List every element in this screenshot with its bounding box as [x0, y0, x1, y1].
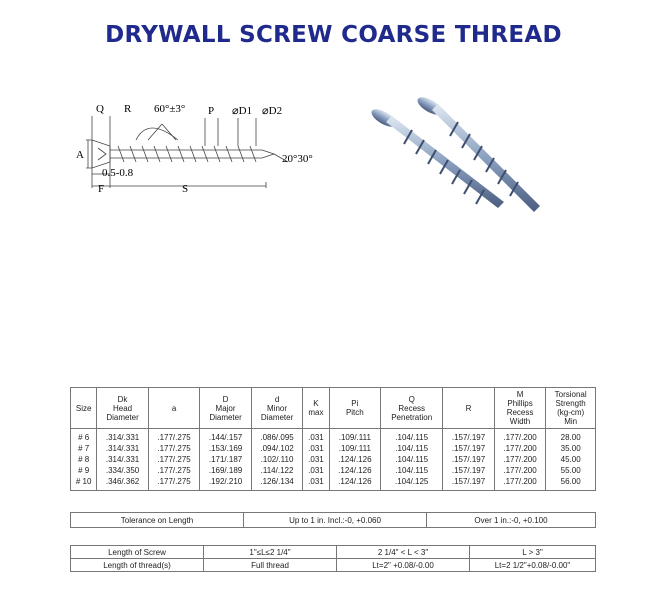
spec-header-text: Size	[75, 403, 92, 413]
tolerance-table	[70, 512, 596, 528]
spec-cell: .104/.125	[381, 476, 443, 491]
spec-cell: .177/.200	[494, 443, 546, 454]
spec-cell: .126/.134	[251, 476, 303, 491]
spec-cell: # 9	[71, 465, 97, 476]
diagram-label-q: Q	[96, 103, 104, 115]
spec-cell: .157/.197	[443, 429, 495, 444]
diagram-label-s: S	[182, 183, 189, 195]
spec-header-text: Minor	[267, 403, 288, 413]
diagram-label-range: 0.5-0.8	[102, 167, 134, 179]
spec-header-text: Major	[215, 403, 236, 413]
spec-header-text: Dk	[117, 394, 128, 404]
spec-row	[71, 454, 596, 465]
spec-header-text: Q	[408, 394, 415, 404]
spec-header-cell	[251, 388, 303, 429]
spec-cell: .124/.126	[329, 454, 381, 465]
spec-cell: .177/.275	[148, 465, 200, 476]
spec-header-cell	[200, 388, 252, 429]
tolerance-row	[71, 513, 596, 528]
spec-cell: 35.00	[546, 443, 596, 454]
spec-cell: .114/.122	[251, 465, 303, 476]
length-range-1: 1"≤L≤2 1/4"	[204, 546, 337, 559]
spec-header-text: Penetration	[391, 412, 433, 422]
spec-row	[71, 443, 596, 454]
spec-header-row	[71, 388, 596, 429]
spec-header-text: Torsional	[554, 390, 587, 399]
spec-header-cell	[546, 388, 596, 429]
diagram-label-tip-angle: 20°30°	[282, 153, 313, 165]
spec-cell: .124/.126	[329, 476, 381, 491]
spec-header-cell	[148, 388, 200, 429]
spec-header-cell	[494, 388, 546, 429]
spec-cell: # 8	[71, 454, 97, 465]
spec-cell: .124/.126	[329, 465, 381, 476]
spec-cell: .177/.200	[494, 429, 546, 444]
spec-cell: .086/.095	[251, 429, 303, 444]
diagram-label-d1: ⌀D1	[232, 105, 253, 117]
spec-cell: .104/.115	[381, 465, 443, 476]
spec-cell: 56.00	[546, 476, 596, 491]
spec-cell: .171/.187	[200, 454, 252, 465]
spec-row	[71, 476, 596, 491]
spec-header-text: D	[222, 394, 229, 404]
spec-header-cell	[329, 388, 381, 429]
spec-header-text: K	[313, 399, 319, 408]
spec-cell: .109/.111	[329, 429, 381, 444]
spec-cell: .157/.197	[443, 465, 495, 476]
diagram-label-r: R	[124, 103, 132, 115]
spec-header-text: Head	[112, 403, 133, 413]
spec-table	[70, 387, 596, 491]
spec-cell: .177/.275	[148, 429, 200, 444]
diagram-label-p: P	[208, 105, 215, 117]
spec-cell: # 6	[71, 429, 97, 444]
spec-cell: 55.00	[546, 465, 596, 476]
spec-row	[71, 465, 596, 476]
spec-header-text: Diameter	[106, 412, 139, 422]
tolerance-label: Tolerance on Length	[71, 513, 244, 528]
spec-cell: .031	[303, 476, 329, 491]
spec-header-text: a	[171, 403, 177, 413]
spec-cell: .104/.115	[381, 429, 443, 444]
spec-header-text: Min	[564, 417, 578, 426]
spec-cell: 28.00	[546, 429, 596, 444]
spec-header-text: Pi	[351, 399, 359, 408]
spec-cell: .192/.210	[200, 476, 252, 491]
spec-cell: .177/.200	[494, 476, 546, 491]
page-title: DRYWALL SCREW COARSE THREAD	[105, 22, 562, 48]
spec-cell: .031	[303, 429, 329, 444]
spec-cell: .334/.350	[97, 465, 149, 476]
spec-cell: .031	[303, 443, 329, 454]
spec-cell: .102/.110	[251, 454, 303, 465]
spec-header-text: R	[465, 403, 472, 413]
spec-cell: .177/.275	[148, 443, 200, 454]
diagram-label-f: F	[98, 183, 105, 195]
spec-cell: .153/.169	[200, 443, 252, 454]
spec-header-cell	[381, 388, 443, 429]
length-table	[70, 545, 596, 572]
spec-header-cell	[443, 388, 495, 429]
diagram-label-angle: 60°±3°	[154, 103, 186, 115]
spec-cell: .104/.115	[381, 443, 443, 454]
spec-row	[71, 429, 596, 444]
spec-header-text: Pitch	[345, 408, 364, 417]
spec-cell: .177/.275	[148, 476, 200, 491]
spec-header-text: Recess	[506, 408, 534, 417]
screws-photo	[358, 96, 558, 226]
spec-cell: .177/.200	[494, 454, 546, 465]
spec-cell: .094/.102	[251, 443, 303, 454]
spec-cell: 45.00	[546, 454, 596, 465]
length-range-3: L > 3"	[470, 546, 596, 559]
thread-label: Length of thread(s)	[71, 559, 204, 572]
spec-header-text: Phillips	[507, 399, 533, 408]
thread-range-2: Lt=2" +0.08/-0.00	[337, 559, 470, 572]
thread-range-3: Lt=2 1/2"+0.08/-0.00"	[470, 559, 596, 572]
spec-cell: .346/.362	[97, 476, 149, 491]
spec-header-text: max	[308, 408, 324, 417]
spec-cell: .314/.331	[97, 454, 149, 465]
spec-cell: # 7	[71, 443, 97, 454]
spec-header-text: M	[516, 390, 524, 399]
diagram-label-d2: ⌀D2	[262, 105, 283, 117]
spec-cell: .177/.200	[494, 465, 546, 476]
spec-cell: .157/.197	[443, 443, 495, 454]
spec-cell: .169/.189	[200, 465, 252, 476]
tolerance-over-1in: Over 1 in.:-0, +0.100	[427, 513, 596, 528]
length-range-2: 2 1/4" < L < 3"	[337, 546, 470, 559]
tolerance-up-to-1in: Up to 1 in. Incl.:-0, +0.060	[244, 513, 427, 528]
spec-header-text: Diameter	[260, 412, 294, 422]
spec-header-cell	[71, 388, 97, 429]
screw-dimension-diagram	[66, 96, 336, 196]
spec-cell: .109/.111	[329, 443, 381, 454]
spec-cell: .104/.115	[381, 454, 443, 465]
length-row-screw	[71, 546, 596, 559]
spec-cell: .157/.197	[443, 476, 495, 491]
thread-range-1: Full thread	[204, 559, 337, 572]
spec-header-text: Recess	[398, 403, 426, 413]
spec-header-text: Width	[509, 417, 531, 426]
length-row-thread	[71, 559, 596, 572]
spec-header-text: Strength	[555, 399, 586, 408]
spec-cell: .157/.197	[443, 454, 495, 465]
diagram-label-a: A	[76, 149, 84, 161]
spec-header-text: (kg-cm)	[557, 408, 585, 417]
spec-cell: # 10	[71, 476, 97, 491]
spec-cell: .314/.331	[97, 443, 149, 454]
length-label: Length of Screw	[71, 546, 204, 559]
spec-header-text: Diameter	[209, 412, 242, 422]
spec-cell: .031	[303, 465, 329, 476]
spec-header-cell	[97, 388, 149, 429]
spec-cell: .144/.157	[200, 429, 252, 444]
spec-header-text: d	[274, 394, 280, 404]
spec-cell: .031	[303, 454, 329, 465]
spec-header-cell	[303, 388, 329, 429]
spec-cell: .177/.275	[148, 454, 200, 465]
spec-cell: .314/.331	[97, 429, 149, 444]
